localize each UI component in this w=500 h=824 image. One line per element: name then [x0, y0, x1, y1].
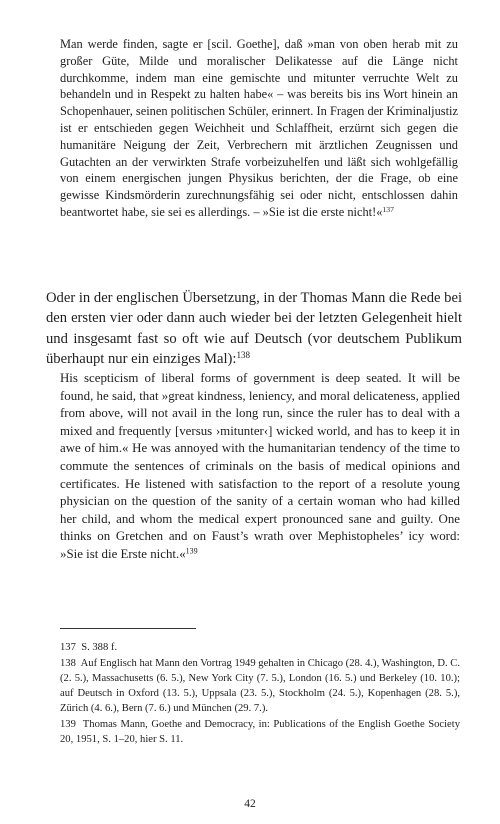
quote-english-text: His scepticism of liberal forms of government is deep seated. It will be found, he said, that »great kindness, leniency, and moral delicateness, applied from above, will not avail in the long run, since the ruler has to deal with a mixed and frequently [versus ›mitunter‹] wicked world, and has to keep it in awe of him.« He was annoyed with the humanitarian tendency of the time to commute the sentences of criminals on the basis of medical opinions and certificates. He listened with satisfaction to the report of a resolute young physician on the question of the sanity of a certain woman who had killed her child, and whom the medical expert pronounced sane and guilty. One thinks on Gretchen and on Faust’s wrath over Mephistopheles’ icy word: »Sie ist die Erste nicht.« — [60, 371, 460, 561]
body-text: Oder in der englischen Übersetzung, in der Thomas Mann die Rede bei den ersten vier oder dann auch wieder bei der letzten Gelegenheit hielt und insgesamt fast so oft wie auf Deutsch (vor deutschem Publikum überhaupt nur ein einziges Mal): — [46, 290, 462, 368]
footnote-number: 137 — [60, 642, 76, 653]
footnote-number: 139 — [60, 719, 76, 730]
quote-german-paragraph — [60, 36, 458, 221]
body-paragraph — [46, 288, 462, 370]
footnote — [60, 640, 460, 655]
footnote-ref-139[interactable]: 139 — [185, 546, 198, 556]
body-paragraph-text-wrap — [46, 288, 462, 370]
footnote-ref-137[interactable]: 137 — [382, 204, 394, 214]
footnote-text: S. 388 f. — [81, 642, 118, 653]
footnote — [60, 717, 460, 747]
page-number: 42 — [244, 798, 256, 810]
footnote-number: 138 — [60, 658, 76, 669]
footnote-separator — [60, 628, 196, 629]
quote-english-paragraph — [60, 370, 460, 564]
quote-german-text: Man werde finden, sagte er [scil. Goethe], daß »man von oben herab mit zu großer Güte, Milde und moralischer Delikatesse auf die Länge nicht durchkomme, indem man eine gemischte und mitunter verruchte Welt zu behandeln und in Respekt zu halten habe« – was bereits bis ins Wort hinein an Schopenhauer, seinen politischen Schüler, erinnert. In Fragen der Kriminaljustiz ist er entschieden gegen Weichheit und Schlaffheit, erzürnt sich gegen die humanitäre Neigung der Zeit, Verbrechern mit ärztlichen Zeugnissen und Gutachten an der verwirkten Strafe vorbeizuhelfen und läßt sich wohlgefällig von einem energischen jungen Physikus berichten, der die Frage, ob eine gewisse Kindsmörderin zurechnungsfähig sei oder nicht, entschlossen dahin beantwortet habe, sie sei es allerdings. – »Sie ist die erste nicht!« — [60, 37, 458, 219]
footnote-text: Auf Englisch hat Mann den Vortrag 1949 gehalten in Chicago (28. 4.), Washington, D. C. (2. 5.), Massachusetts (6. 5.), New York City (7. 5.), London (16. 5.) und Berkeley (10. 10.); auf Deutsch in Oxford (13. 5.), Uppsala (23. 5.), Stockholm (24. 5.), Kopenhagen (28. 5.), Zürich (4. 6.), Bern (7. 6.) und München (29. 7.). — [60, 658, 460, 714]
footnotes — [60, 640, 460, 747]
footnote-ref-138[interactable]: 138 — [236, 350, 251, 361]
block-quote-german — [60, 36, 458, 221]
footnote-text: Thomas Mann, Goethe and Democracy, in: Publications of the English Goethe Society 20, 1951, S. 1–20, hier S. 11. — [60, 719, 460, 745]
block-quote-english — [60, 370, 460, 564]
footnote — [60, 656, 460, 716]
